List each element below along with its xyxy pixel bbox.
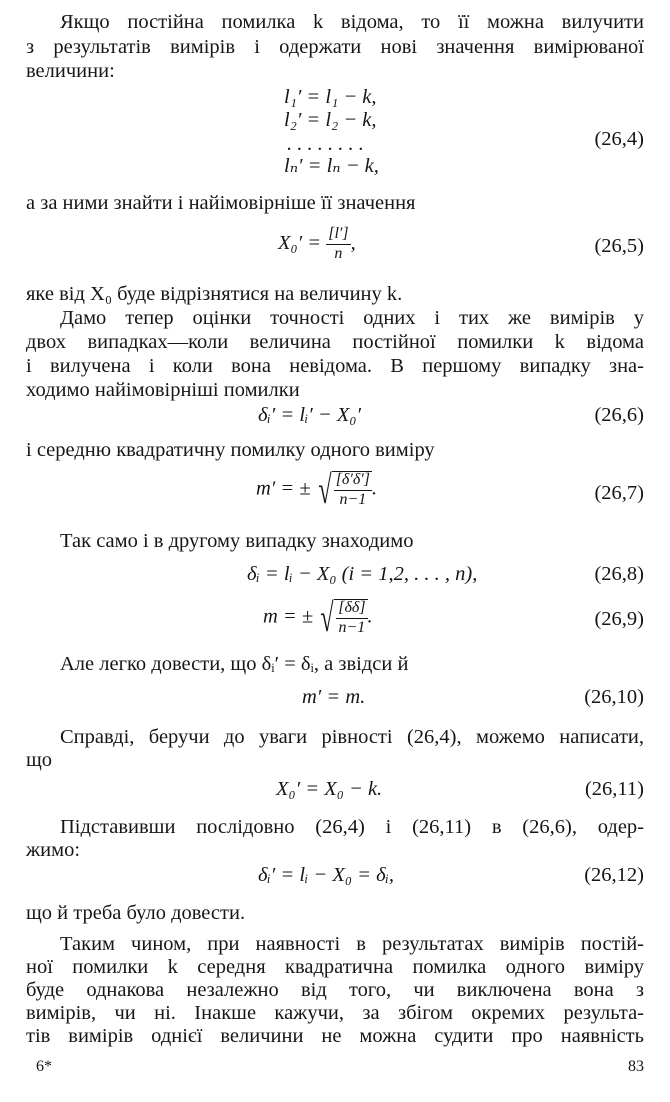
equation-line: lₙ′ = lₙ − k, bbox=[284, 155, 379, 177]
fraction bbox=[326, 226, 350, 263]
numerator: [δδ] bbox=[336, 600, 367, 619]
equation-26-12: δᵢ′ = lᵢ − X₀ = δᵢ, bbox=[258, 864, 394, 886]
fraction bbox=[334, 472, 372, 509]
equation-26-10: m′ = m. bbox=[302, 686, 366, 708]
denominator: n−1 bbox=[339, 490, 367, 508]
equation-26-7 bbox=[256, 467, 378, 512]
equation-tail: , bbox=[350, 232, 356, 254]
text-line: ної помилки k середня квадратична помилка одного виміру bbox=[26, 956, 644, 978]
equation-number: (26,6) bbox=[594, 404, 644, 426]
numerator: [l′] bbox=[326, 226, 350, 245]
numerator: [δ′δ′] bbox=[334, 472, 372, 491]
equation-number: (26,4) bbox=[594, 128, 644, 150]
text-line: тів вимірів однієї величини не можна судити про наявність bbox=[26, 1025, 644, 1047]
equation-26-6: δᵢ′ = lᵢ′ − X₀′ bbox=[258, 404, 361, 426]
text-line: Якщо постійна помилка k відома, то її можна вилучити bbox=[60, 11, 644, 33]
equation-tail: . bbox=[367, 605, 373, 628]
equation-lhs: X₀′ = bbox=[278, 232, 322, 254]
text-line: яке від X₀ буде відрізнятися на величину k. bbox=[26, 283, 403, 305]
text-line: і середню квадратичну помилку одного виміру bbox=[26, 439, 435, 461]
equation-lhs: m = ± bbox=[263, 605, 314, 628]
text-line: з результатів вимірів і одержати нові значення вимірюваної bbox=[26, 36, 644, 58]
equation-lhs: m′ = ± bbox=[256, 477, 311, 500]
text-line: що й треба було довести. bbox=[26, 902, 246, 924]
equation-line: l₂′ = l₂ − k, bbox=[284, 109, 377, 131]
equation-number: (26,9) bbox=[594, 608, 644, 630]
text-line: Так само і в другому випадку знаходимо bbox=[60, 530, 414, 552]
equation-26-9 bbox=[263, 595, 373, 640]
text-line: ходимо найімовірніші помилки bbox=[26, 379, 300, 401]
equation-line: l₁′ = l₁ − k, bbox=[284, 86, 377, 108]
equation-dots: . . . . . . . . bbox=[287, 133, 364, 155]
sqrt-sign: √ bbox=[318, 467, 332, 512]
text-line: і вилучена і коли вона невідома. В першому випадку зна- bbox=[26, 355, 644, 377]
sqrt-sign: √ bbox=[320, 595, 334, 640]
text-line: Справді, беручи до уваги рівності (26,4), можемо написати, bbox=[60, 726, 644, 748]
equation-tail: . bbox=[372, 477, 378, 500]
equation-number: (26,7) bbox=[594, 482, 644, 504]
equation-number: (26,10) bbox=[584, 686, 644, 708]
text-line: жимо: bbox=[26, 839, 81, 861]
page-number: 83 bbox=[628, 1058, 644, 1075]
signature-mark: 6* bbox=[36, 1058, 52, 1075]
equation-number: (26,11) bbox=[584, 778, 644, 800]
text-line: величини: bbox=[26, 60, 115, 82]
denominator: n−1 bbox=[338, 618, 366, 636]
text-line: двох випадках—коли величина постійної помилки k відома bbox=[26, 331, 644, 353]
equation-26-8: δᵢ = lᵢ − X₀ (i = 1,2, . . . , n), bbox=[247, 563, 478, 585]
text-line: Але легко довести, що δᵢ′ = δᵢ, а звідси й bbox=[60, 653, 409, 675]
text-line: що bbox=[26, 749, 53, 771]
fraction bbox=[336, 600, 367, 637]
text-line: Дамо тепер оцінки точності одних і тих же вимірів у bbox=[60, 307, 644, 329]
equation-26-5 bbox=[278, 226, 356, 263]
text-line: Таким чином, при наявності в результатах вимірів постій- bbox=[60, 933, 644, 955]
equation-number: (26,8) bbox=[594, 563, 644, 585]
text-line: Підставивши послідовно (26,4) і (26,11) в (26,6), одер- bbox=[60, 816, 644, 838]
equation-26-11: X₀′ = X₀ − k. bbox=[276, 778, 383, 800]
text-line: вимірів, чи ні. Інакше кажучи, за збігом окремих результа- bbox=[26, 1002, 644, 1024]
text-line: а за ними знайти і найімовірніше її значення bbox=[26, 192, 416, 214]
text-line: буде однакова незалежно від того, чи виключена вона з bbox=[26, 979, 644, 1001]
equation-number: (26,5) bbox=[594, 235, 644, 257]
denominator: n bbox=[334, 244, 343, 262]
equation-number: (26,12) bbox=[584, 864, 644, 886]
